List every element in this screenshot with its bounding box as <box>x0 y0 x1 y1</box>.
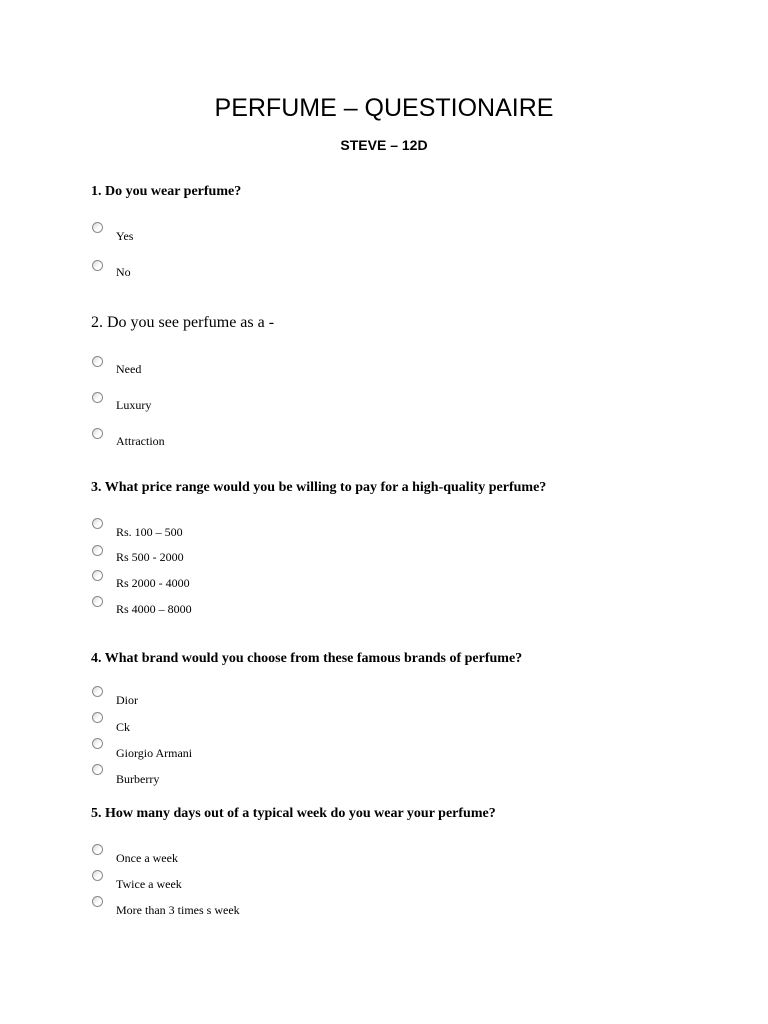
option-label: Ck <box>116 720 131 734</box>
question-3: 3. What price range would you be willing to pay for a high-quality perfume? <box>91 480 547 495</box>
page-title: PERFUME – QUESTIONAIRE <box>214 94 554 122</box>
radio-button[interactable] <box>92 686 103 697</box>
option-label: Yes <box>116 229 134 243</box>
option-label: Luxury <box>116 398 152 412</box>
option-label: Burberry <box>116 772 160 786</box>
option-label: No <box>116 265 131 279</box>
option-label: Once a week <box>116 851 178 865</box>
radio-button[interactable] <box>92 844 103 855</box>
option-label: Rs 4000 – 8000 <box>116 602 192 616</box>
option-label: Dior <box>116 693 138 707</box>
option-label: Twice a week <box>116 877 182 891</box>
radio-button[interactable] <box>92 518 103 529</box>
option-label: Rs. 100 – 500 <box>116 525 183 539</box>
radio-button[interactable] <box>92 738 103 749</box>
radio-button[interactable] <box>92 428 103 439</box>
question-2: 2. Do you see perfume as a - <box>91 314 275 331</box>
radio-button[interactable] <box>92 392 103 403</box>
radio-button[interactable] <box>92 570 103 581</box>
question-5: 5. How many days out of a typical week do you wear your perfume? <box>91 806 496 821</box>
radio-button[interactable] <box>92 896 103 907</box>
radio-button[interactable] <box>92 712 103 723</box>
option-label: More than 3 times s week <box>116 903 240 917</box>
option-label: Need <box>116 362 142 376</box>
radio-button[interactable] <box>92 764 103 775</box>
option-label: Rs 2000 - 4000 <box>116 576 190 590</box>
author-subtitle: STEVE – 12D <box>340 137 428 153</box>
question-1: 1. Do you wear perfume? <box>91 184 242 199</box>
radio-button[interactable] <box>92 222 103 233</box>
radio-button[interactable] <box>92 545 103 556</box>
radio-button[interactable] <box>92 356 103 367</box>
question-4: 4. What brand would you choose from these famous brands of perfume? <box>91 651 523 666</box>
radio-button[interactable] <box>92 870 103 881</box>
radio-button[interactable] <box>92 260 103 271</box>
option-label: Attraction <box>116 434 165 448</box>
option-label: Giorgio Armani <box>116 746 193 760</box>
radio-button[interactable] <box>92 596 103 607</box>
option-label: Rs 500 - 2000 <box>116 550 184 564</box>
